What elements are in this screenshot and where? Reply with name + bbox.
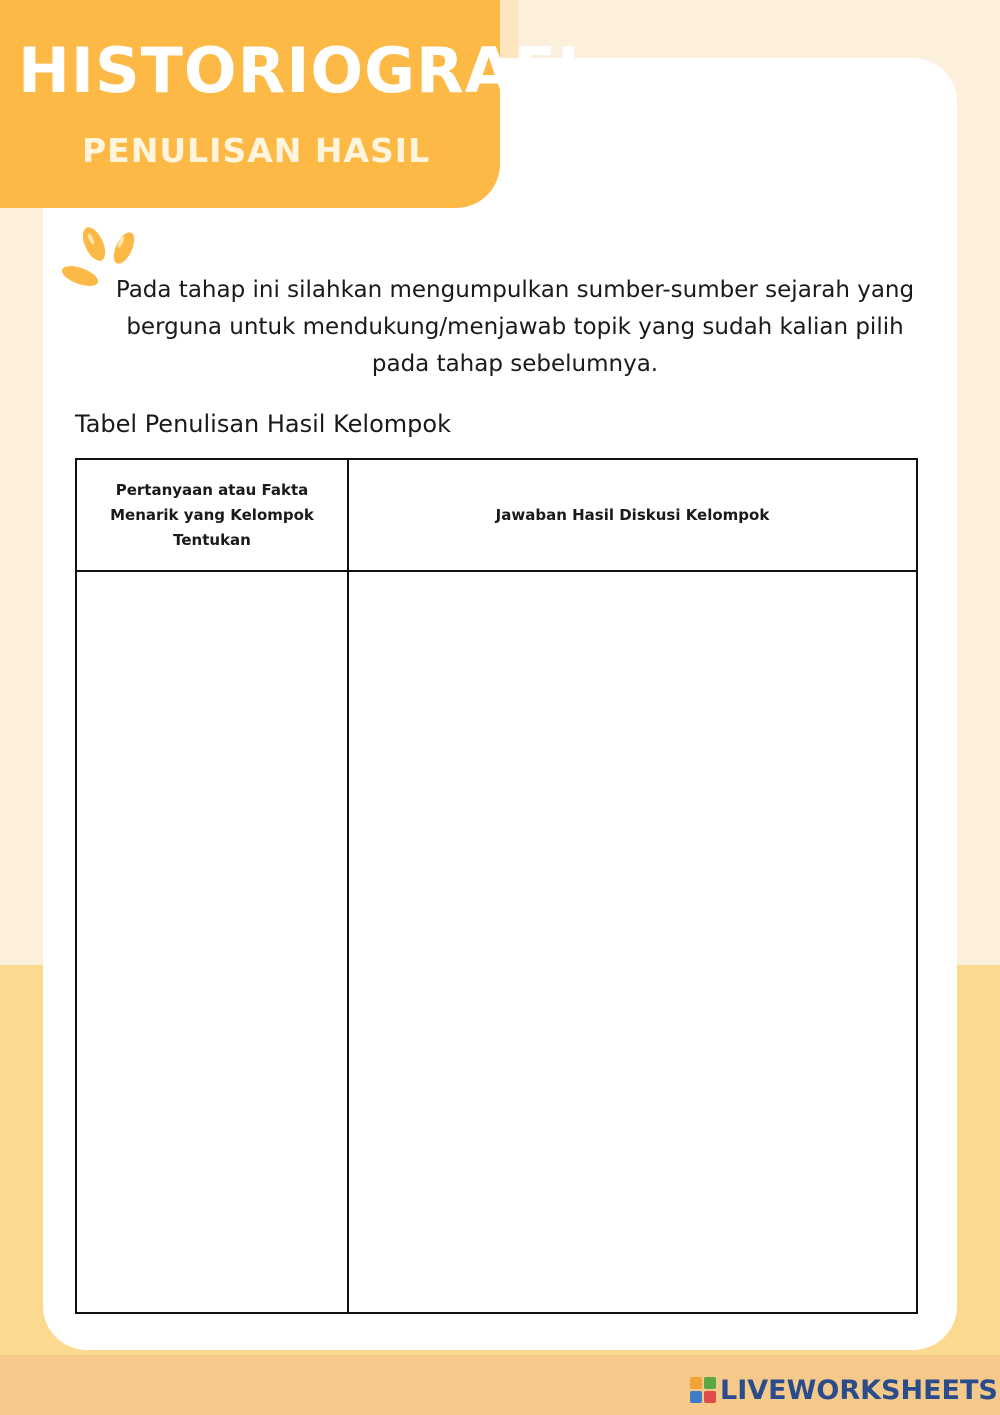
instruction-text: Pada tahap ini silahkan mengumpulkan sumber-sumber sejarah yang berguna untuk mendukung/menjawab topik yang sudah kalian pilih pada tahap sebelumnya.: [115, 277, 915, 377]
liveworksheets-logo-icon: [690, 1377, 716, 1403]
page-subtitle: PENULISAN HASIL: [82, 131, 431, 170]
column-header-answer: Jawaban Hasil Diskusi Kelompok: [348, 459, 917, 571]
answer-cell[interactable]: [348, 571, 917, 1313]
watermark-text: LIVEWORKSHEETS: [720, 1374, 998, 1406]
table-row: [76, 571, 917, 1313]
page-title: HISTORIOGRAFI: [18, 34, 582, 107]
column-header-question: Pertanyaan atau Fakta Menarik yang Kelompok Tentukan: [76, 459, 348, 571]
table-header-row: [76, 459, 917, 571]
liveworksheets-watermark: [690, 1373, 998, 1407]
result-table: [75, 458, 918, 1314]
question-cell[interactable]: [76, 571, 348, 1313]
table-title: Tabel Penulisan Hasil Kelompok: [75, 410, 451, 438]
header-banner: [0, 0, 582, 208]
